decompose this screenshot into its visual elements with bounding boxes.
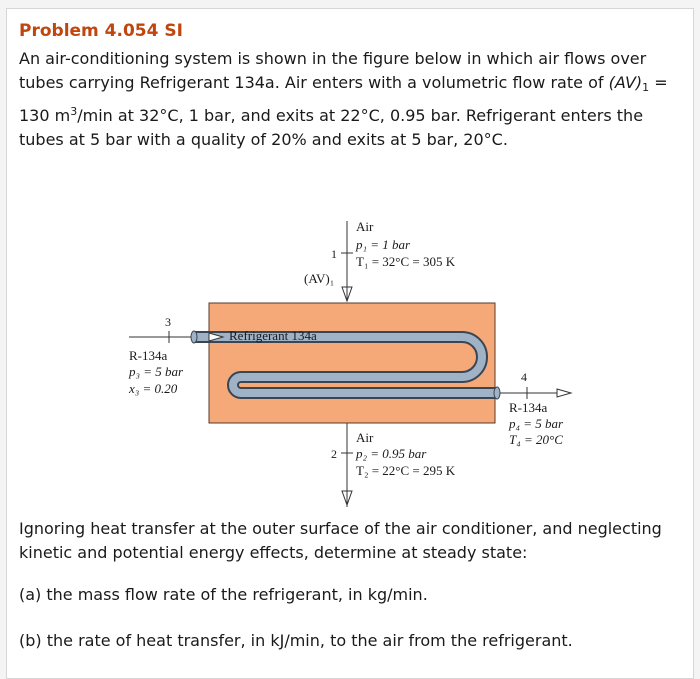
part-a: (a) the mass flow rate of the refrigerant, in kg/min.	[19, 585, 428, 604]
intro-text-3: /min at 32°C, 1 bar, and exits at 22°C, 0.95 bar. Refrigerant enters the tubes at 5 bar with a quality of 20% and exits at 5 bar, 20°C.	[19, 106, 644, 149]
intro-text-2: = 130 m	[19, 73, 668, 125]
instructions: Ignoring heat transfer at the outer surface of the air conditioner, and neglecting kinetic and potential energy effects, determine at steady state:	[19, 519, 662, 562]
volumetric-flow-symbol: (AV)	[608, 73, 643, 92]
state3-number: 3	[165, 315, 171, 329]
volumetric-flow-subscript: 1	[642, 81, 650, 94]
r134a-outlet-label: R-134a	[509, 400, 548, 415]
air-conditioner-figure	[19, 209, 683, 509]
state4-number: 4	[521, 370, 527, 384]
problem-statement	[19, 47, 683, 152]
r134a-inlet-label: R-134a	[129, 348, 168, 363]
p4-label: p₄ = 5 bar	[509, 416, 564, 431]
state2-number: 2	[331, 447, 337, 461]
av1-label: (AV)₁	[304, 271, 335, 286]
exchanger-box	[209, 303, 495, 423]
part-b: (b) the rate of heat transfer, in kJ/min, to the air from the refrigerant.	[19, 631, 573, 650]
p2-label: p₂ = 0.95 bar	[356, 446, 427, 461]
t1-label: T₁ = 32°C = 305 K	[356, 254, 456, 269]
t2-label: T₂ = 22°C = 295 K	[356, 463, 456, 478]
t4-label: T₄ = 20°C	[509, 432, 563, 447]
cubic-superscript: 3	[70, 105, 78, 118]
intro-text-1: An air-conditioning system is shown in the figure below in which air flows over tubes carrying Refrigerant 134a. Air enters with a volumetric flow rate of	[19, 49, 647, 92]
refrigerant-label: Refrigerant 134a	[229, 328, 317, 343]
problem-card	[6, 8, 694, 679]
x3-label: x₃ = 0.20	[129, 381, 178, 396]
problem-title: Problem 4.054 SI	[19, 21, 183, 41]
refrigerant-outlet-arrow	[557, 389, 571, 397]
air-out-label: Air	[356, 430, 374, 445]
p1-label: p₁ = 1 bar	[356, 237, 411, 252]
air-in-label: Air	[356, 219, 374, 234]
tube-inlet-end	[191, 331, 197, 343]
p3-label: p₃ = 5 bar	[129, 364, 184, 379]
tube-outlet-end	[494, 387, 500, 399]
state1-number: 1	[331, 247, 337, 261]
